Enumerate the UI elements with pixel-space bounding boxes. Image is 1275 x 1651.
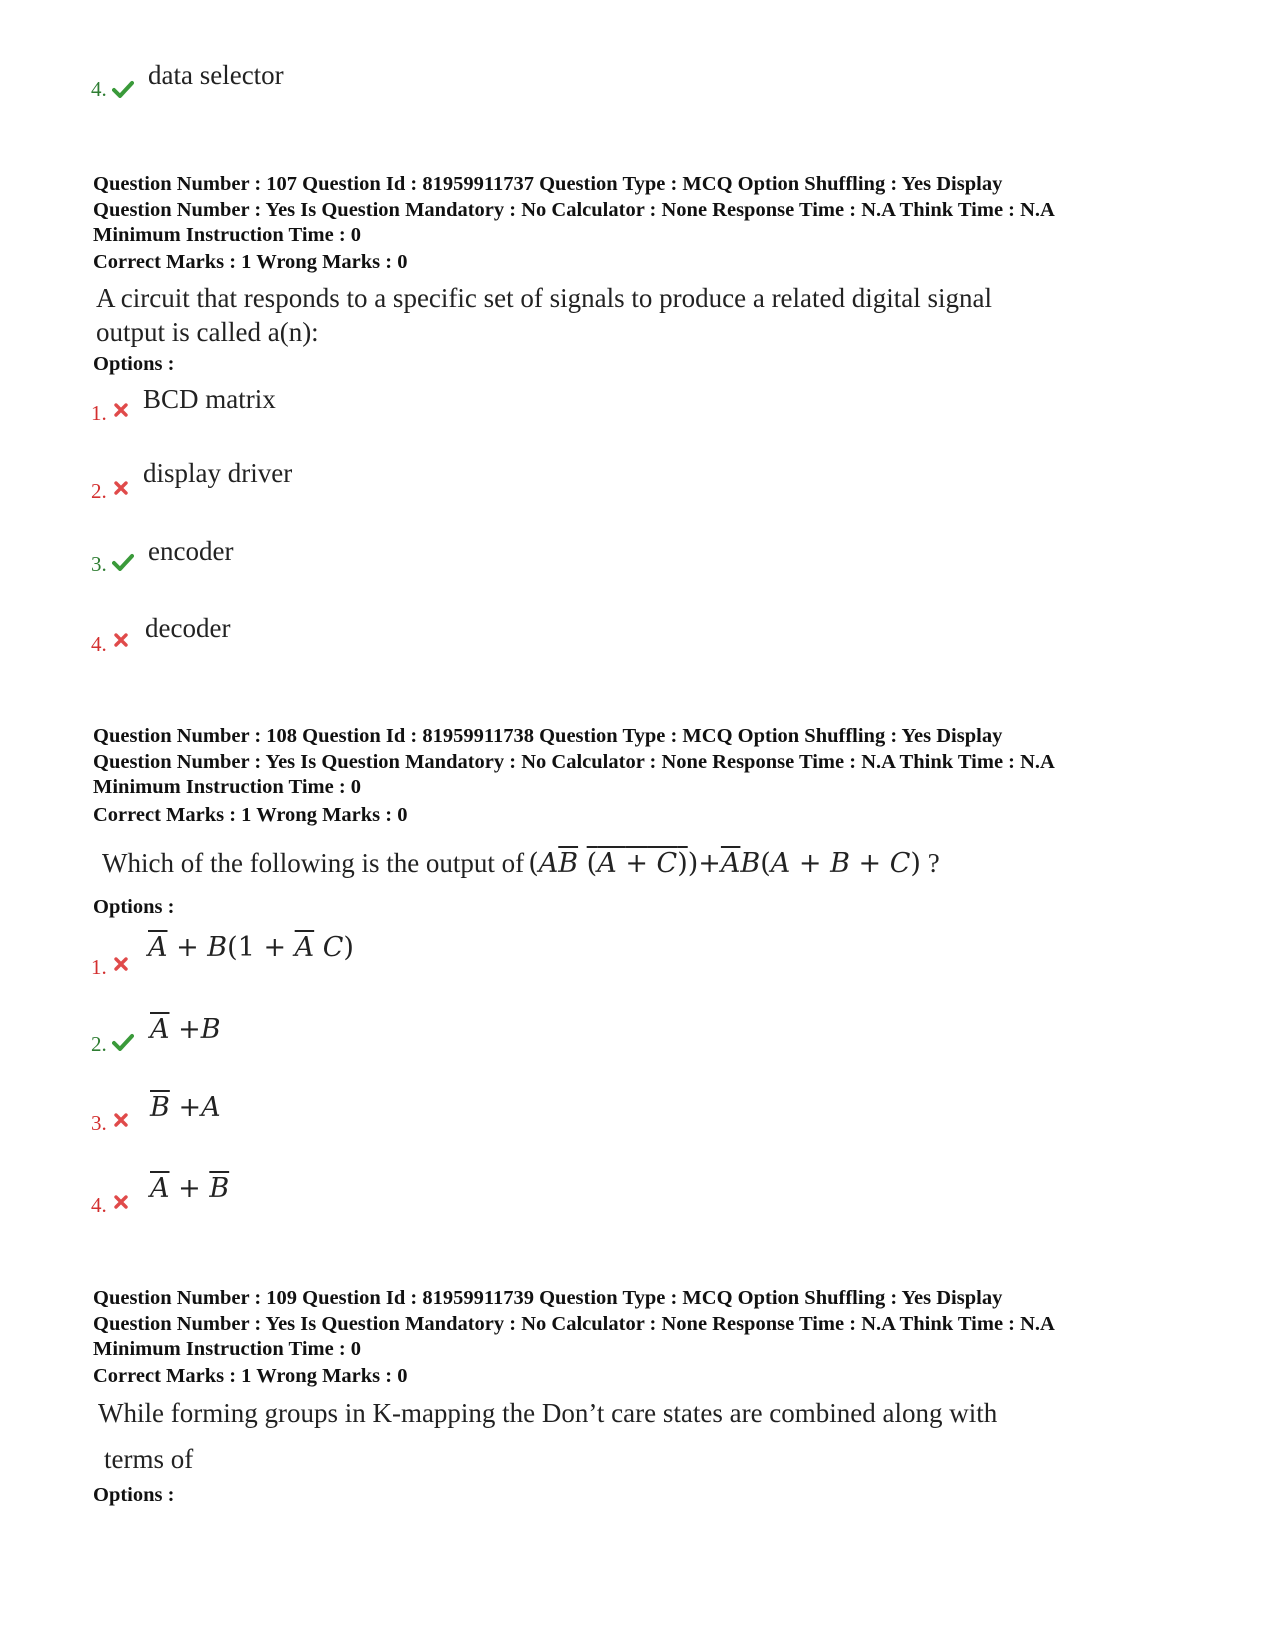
option-number: 2. bbox=[91, 479, 107, 503]
meta-line: Minimum Instruction Time : 0 bbox=[93, 776, 362, 798]
cross-icon bbox=[114, 1195, 128, 1214]
meta-line: Question Number : Yes Is Question Mandatory : No Calculator : None Response Time : N.A Think Time : N.A bbox=[93, 1312, 1055, 1335]
check-icon bbox=[112, 1033, 134, 1056]
cross-icon bbox=[114, 957, 128, 976]
option-text: decoder bbox=[145, 613, 231, 643]
option-number: 1. bbox=[91, 401, 107, 425]
meta-line: Minimum Instruction Time : 0 bbox=[93, 224, 362, 246]
question-text-line: A circuit that responds to a specific set of signals to produce a related digital signal bbox=[96, 283, 992, 313]
cross-icon bbox=[114, 633, 128, 652]
option-formula: $\overline{A} + \overline{B}$ bbox=[150, 1173, 230, 1204]
meta-line: Question Number : 108 Question Id : 81959911738 Question Type : MCQ Option Shuffling : Yes Display bbox=[93, 725, 1003, 747]
question-meta bbox=[93, 724, 1203, 801]
option-number: 3. bbox=[91, 1111, 107, 1135]
marks-line: Correct Marks : 1 Wrong Marks : 0 bbox=[93, 804, 408, 826]
meta-line: Question Number : 109 Question Id : 81959911739 Question Type : MCQ Option Shuffling : Yes Display bbox=[93, 1287, 1003, 1309]
question-text: While forming groups in K-mapping the Don’t care states are combined along with bbox=[98, 1398, 998, 1428]
meta-line: Question Number : Yes Is Question Mandatory : No Calculator : None Response Time : N.A Think Time : N.A bbox=[93, 198, 1055, 221]
option-row bbox=[91, 77, 107, 102]
cross-icon bbox=[114, 481, 128, 500]
question-text-prefix: Which of the following is the output of bbox=[102, 848, 525, 878]
option-text: encoder bbox=[148, 536, 234, 566]
options-label: Options : bbox=[93, 353, 175, 375]
question-text bbox=[96, 281, 992, 349]
meta-line: Minimum Instruction Time : 0 bbox=[93, 1338, 362, 1360]
option-text: BCD matrix bbox=[143, 384, 276, 414]
option-text: display driver bbox=[143, 458, 293, 488]
option-formula: $\overline{A} +B$ bbox=[150, 1014, 221, 1045]
question-text: Which of the following is the output of ($A\overline{B}$ $(A + C))+\overline{A}B(A + B + C)$ ? bbox=[102, 848, 940, 879]
option-formula: $\overline{A} + B(1 + \overline{A}$ C) bbox=[148, 932, 354, 963]
option-number: 4. bbox=[91, 632, 107, 656]
option-number: 2. bbox=[91, 1032, 107, 1056]
question-meta bbox=[93, 172, 1203, 249]
marks-line: Correct Marks : 1 Wrong Marks : 0 bbox=[93, 251, 408, 273]
option-number: 3. bbox=[91, 552, 107, 576]
question-formula: ($A\overline{B}$ $(A + C))+\overline{A}B(A + B + C)$ bbox=[528, 848, 921, 879]
options-label: Options : bbox=[93, 1484, 175, 1506]
option-number: 4. bbox=[91, 77, 107, 101]
meta-line: Question Number : 107 Question Id : 81959911737 Question Type : MCQ Option Shuffling : Yes Display bbox=[93, 173, 1003, 195]
options-label: Options : bbox=[93, 896, 175, 918]
check-icon bbox=[112, 80, 134, 103]
option-number: 4. bbox=[91, 1193, 107, 1217]
cross-icon bbox=[114, 403, 128, 422]
option-formula: $\overline{B} +A$ bbox=[150, 1092, 221, 1123]
cross-icon bbox=[114, 1113, 128, 1132]
check-icon bbox=[112, 553, 134, 576]
question-text-line: output is called a(n): bbox=[96, 317, 319, 347]
marks-line: Correct Marks : 1 Wrong Marks : 0 bbox=[93, 1365, 408, 1387]
question-text: terms of bbox=[104, 1444, 194, 1474]
question-meta bbox=[93, 1286, 1203, 1363]
option-text: data selector bbox=[148, 60, 284, 90]
option-number: 1. bbox=[91, 955, 107, 979]
meta-line: Question Number : Yes Is Question Mandatory : No Calculator : None Response Time : N.A Think Time : N.A bbox=[93, 750, 1055, 773]
